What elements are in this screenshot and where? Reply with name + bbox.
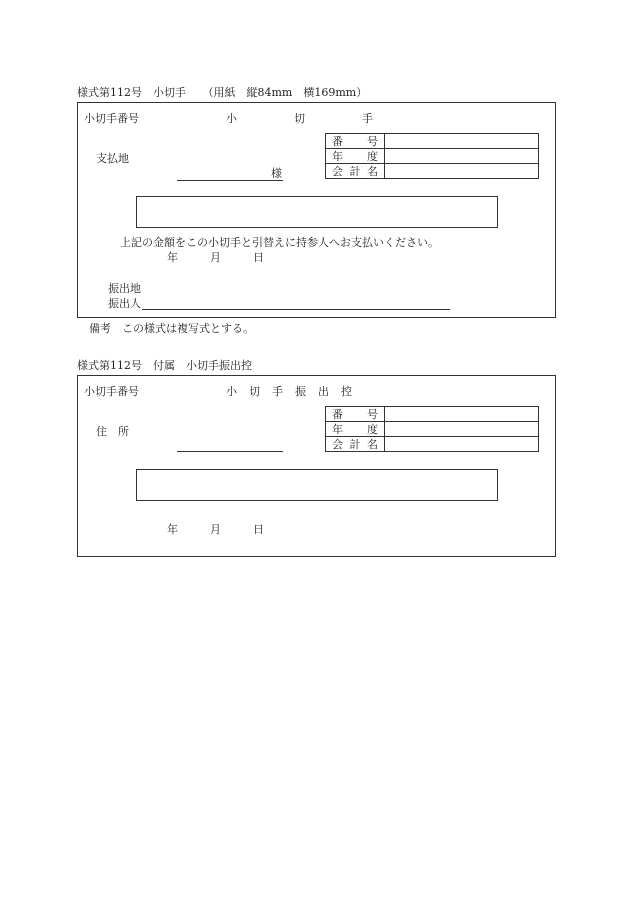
row-label-char: 号 <box>367 134 378 148</box>
check-stub-form <box>77 375 556 557</box>
row-label-char: 会 <box>332 164 343 178</box>
table-row <box>326 437 539 452</box>
day-label: 日 <box>253 251 264 264</box>
check-number-field[interactable] <box>385 134 539 149</box>
row-label-char: 号 <box>367 407 378 421</box>
check-form <box>77 102 556 318</box>
amount-box[interactable] <box>136 196 498 228</box>
check-number-label: 小切手番号 <box>84 112 139 125</box>
stub-info-table <box>325 406 539 452</box>
account-name-field[interactable] <box>385 164 539 179</box>
stub-date <box>167 523 264 536</box>
row-label-char: 計 <box>349 437 361 451</box>
payment-place-label: 支払地 <box>96 152 129 165</box>
stub-title-char: 切 <box>249 385 260 398</box>
row-label-char: 番 <box>332 407 343 421</box>
stub-title-char: 手 <box>272 385 283 398</box>
account-name-field[interactable] <box>385 437 539 452</box>
day-label: 日 <box>253 523 264 536</box>
issuer-line[interactable] <box>142 309 450 310</box>
row-label-char: 度 <box>367 149 378 163</box>
row-label-char: 番 <box>332 134 343 148</box>
stub-title-char: 小 <box>226 385 237 398</box>
row-label-char: 計 <box>349 164 361 178</box>
check-info-table <box>325 133 539 179</box>
table-row <box>326 422 539 437</box>
check-title <box>226 112 373 125</box>
issue-place-label: 振出地 <box>108 282 141 295</box>
row-label-char: 会 <box>332 437 343 451</box>
month-label: 月 <box>210 251 221 264</box>
table-row <box>326 407 539 422</box>
fiscal-year-field[interactable] <box>385 149 539 164</box>
check-number-label: 小切手番号 <box>84 385 139 398</box>
year-label: 年 <box>167 251 178 264</box>
check-title-char: 手 <box>362 112 373 125</box>
address-line[interactable] <box>177 451 283 452</box>
row-label-char: 年 <box>332 149 343 163</box>
address-label: 住 所 <box>96 425 129 438</box>
table-row <box>326 134 539 149</box>
year-label: 年 <box>167 523 178 536</box>
stub-title-char: 控 <box>341 385 352 398</box>
payee-line[interactable] <box>177 180 283 181</box>
form2-heading: 様式第112号 付属 小切手振出控 <box>77 359 252 372</box>
month-label: 月 <box>210 523 221 536</box>
fiscal-year-field[interactable] <box>385 422 539 437</box>
check-number-field[interactable] <box>385 407 539 422</box>
remarks: 備考 この様式は複写式とする。 <box>89 322 254 335</box>
stub-title-char: 出 <box>318 385 329 398</box>
payment-statement: 上記の金額をこの小切手と引替えに持参人へお支払いください。 <box>120 236 439 249</box>
sama-label: 様 <box>271 167 282 180</box>
check-title-char: 切 <box>294 112 305 125</box>
row-label-char: 度 <box>367 422 378 436</box>
row-label-char: 名 <box>367 437 378 451</box>
issuer-label: 振出人 <box>108 297 141 310</box>
row-label-char: 年 <box>332 422 343 436</box>
table-row <box>326 149 539 164</box>
stub-title-char: 振 <box>295 385 306 398</box>
stub-title <box>226 385 352 398</box>
row-label-char: 名 <box>367 164 378 178</box>
form1-heading: 様式第112号 小切手 （用紙 縦84mm 横169mm） <box>77 86 368 99</box>
issue-date <box>167 251 264 264</box>
check-title-char: 小 <box>226 112 237 125</box>
amount-box[interactable] <box>136 469 498 501</box>
table-row <box>326 164 539 179</box>
